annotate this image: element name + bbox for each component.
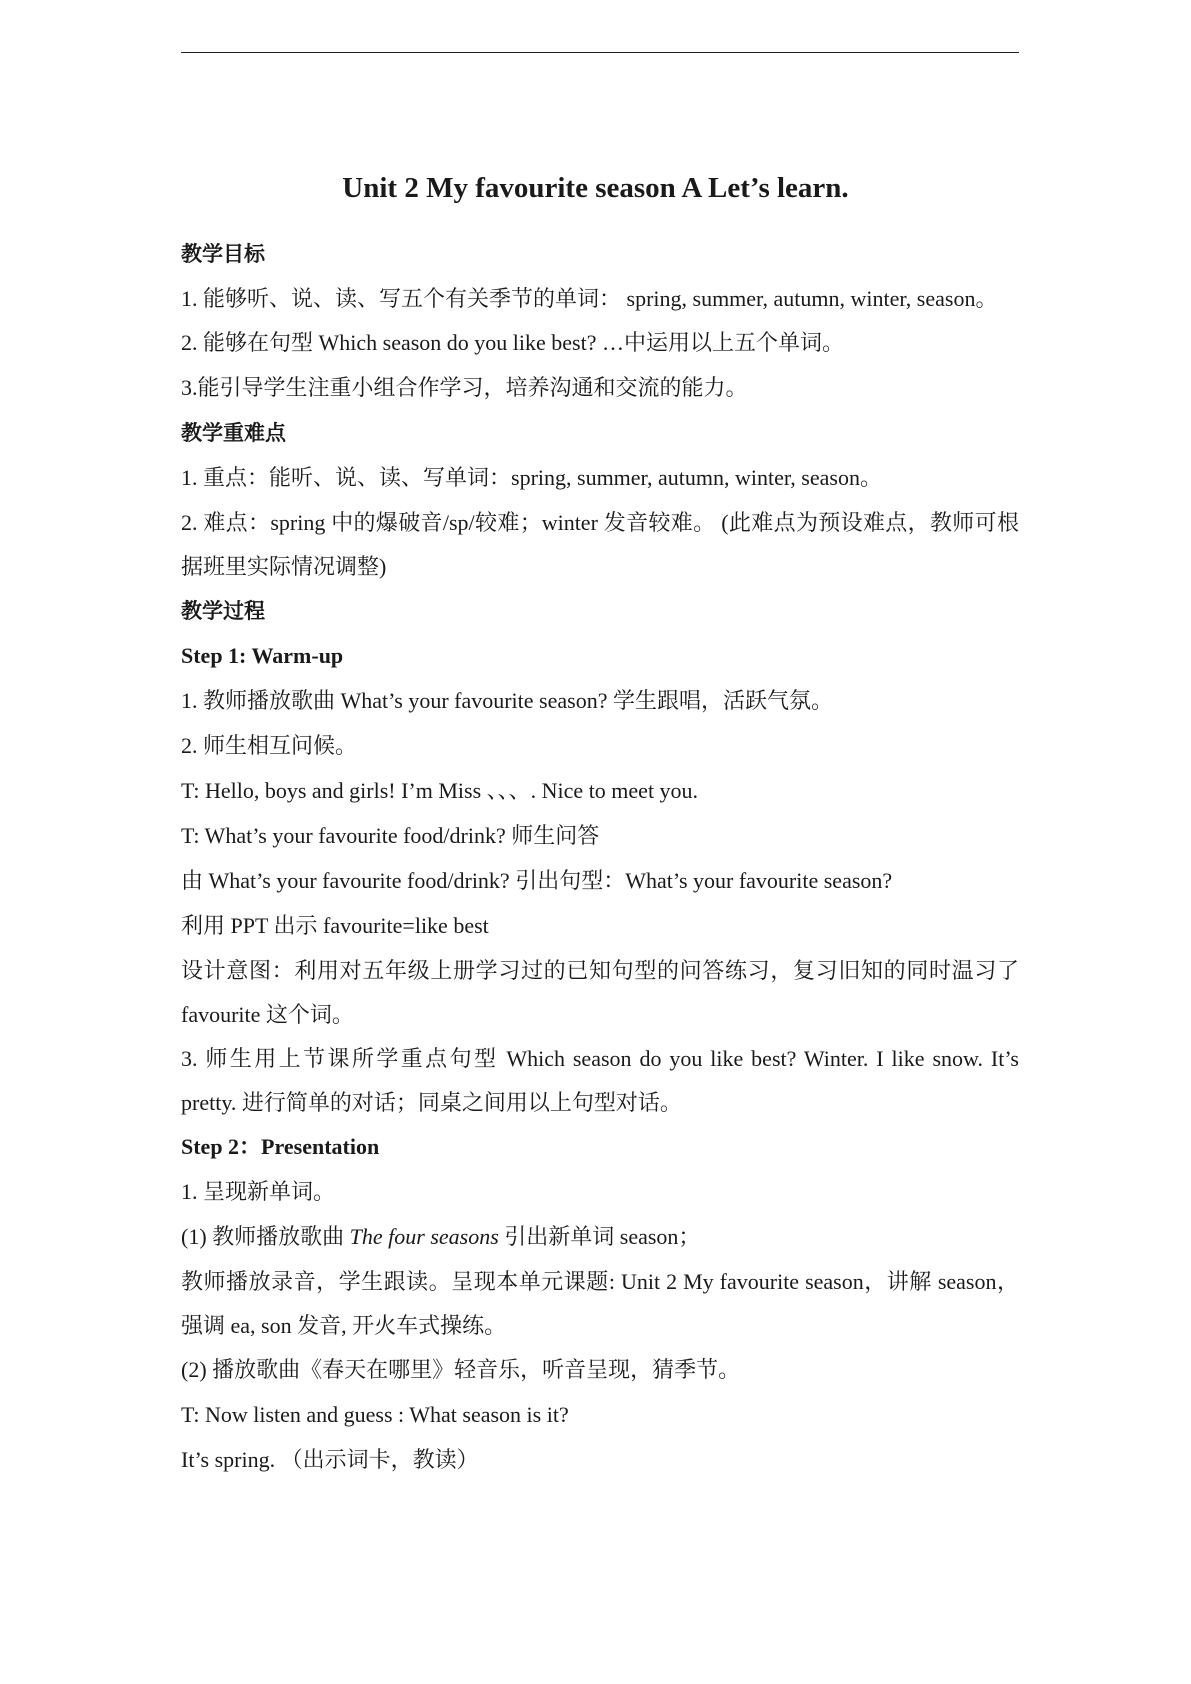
paragraph-step2-p1 <box>181 1215 1019 1260</box>
paragraph-step1-lead: 由 What’s your favourite food/drink? 引出句型：What’s your favourite season? <box>181 868 893 893</box>
step2-p1-prefix: (1) 教师播放歌曲 <box>181 1224 350 1249</box>
step-2-heading: Step 2：Presentation <box>181 1134 380 1159</box>
dialogue-line-2: T: What’s your favourite food/drink? 师生问答 <box>181 823 600 848</box>
paragraph-step2-1: 1. 呈现新单词。 <box>181 1179 336 1204</box>
paragraph-step1-ppt: 利用 PPT 出示 favourite=like best <box>181 913 489 938</box>
paragraph-step1-design: 设计意图：利用对五年级上册学习过的已知句型的问答练习，复习旧知的同时温习了 favourite 这个词。 <box>181 958 1019 1027</box>
step2-p1-suffix: 引出新单词 season； <box>498 1224 701 1249</box>
paragraph-step1-2: 2. 师生相互问候。 <box>181 733 358 758</box>
paragraph-step1-3: 3. 师生用上节课所学重点句型 Which season do you like best? Winter. I like snow. It’s pretty. 进行简单的对话；同桌之间用以上句型对话。 <box>181 1046 1019 1115</box>
section-heading-key-points: 教学重难点 <box>181 421 286 445</box>
paragraph-key-2: 2. 难点：spring 中的爆破音/sp/较难；winter 发音较难。 (此难点为预设难点，教师可根据班里实际情况调整) <box>181 510 1019 579</box>
document-title: Unit 2 My favourite season A Let’s learn. <box>342 172 849 204</box>
paragraph-goal-2: 2. 能够在句型 Which season do you like best? …中运用以上五个单词。 <box>181 330 844 355</box>
paragraph-step2-p2: (2) 播放歌曲《春天在哪里》轻音乐，听音呈现，猜季节。 <box>181 1357 741 1382</box>
document-body <box>181 232 1019 1483</box>
paragraph-step1-1: 1. 教师播放歌曲 What’s your favourite season? 学生跟唱，活跃气氛。 <box>181 688 833 713</box>
paragraph-goal-3: 3.能引导学生注重小组合作学习，培养沟通和交流的能力。 <box>181 375 748 400</box>
dialogue-answer: It’s spring. （出示词卡，教读） <box>181 1447 479 1472</box>
step-1-heading: Step 1: Warm-up <box>181 643 344 668</box>
dialogue-line-1: T: Hello, boys and girls! I’m Miss 、、、. Nice to meet you. <box>181 778 699 803</box>
header-rule <box>181 52 1019 53</box>
section-heading-goals: 教学目标 <box>181 242 265 266</box>
paragraph-key-1: 1. 重点：能听、说、读、写单词：spring, summer, autumn, winter, season。 <box>181 465 882 490</box>
section-heading-process: 教学过程 <box>181 599 265 623</box>
song-title: The four seasons <box>349 1224 499 1249</box>
dialogue-line-3: T: Now listen and guess : What season is it? <box>181 1402 569 1427</box>
paragraph-goal-1: 1. 能够听、说、读、写五个有关季节的单词： spring, summer, autumn, winter, season。 <box>181 286 998 311</box>
paragraph-step2-record: 教师播放录音，学生跟读。呈现本单元课题: Unit 2 My favourite season，讲解 season，强调 ea, son 发音, 开火车式操练。 <box>181 1269 1019 1338</box>
